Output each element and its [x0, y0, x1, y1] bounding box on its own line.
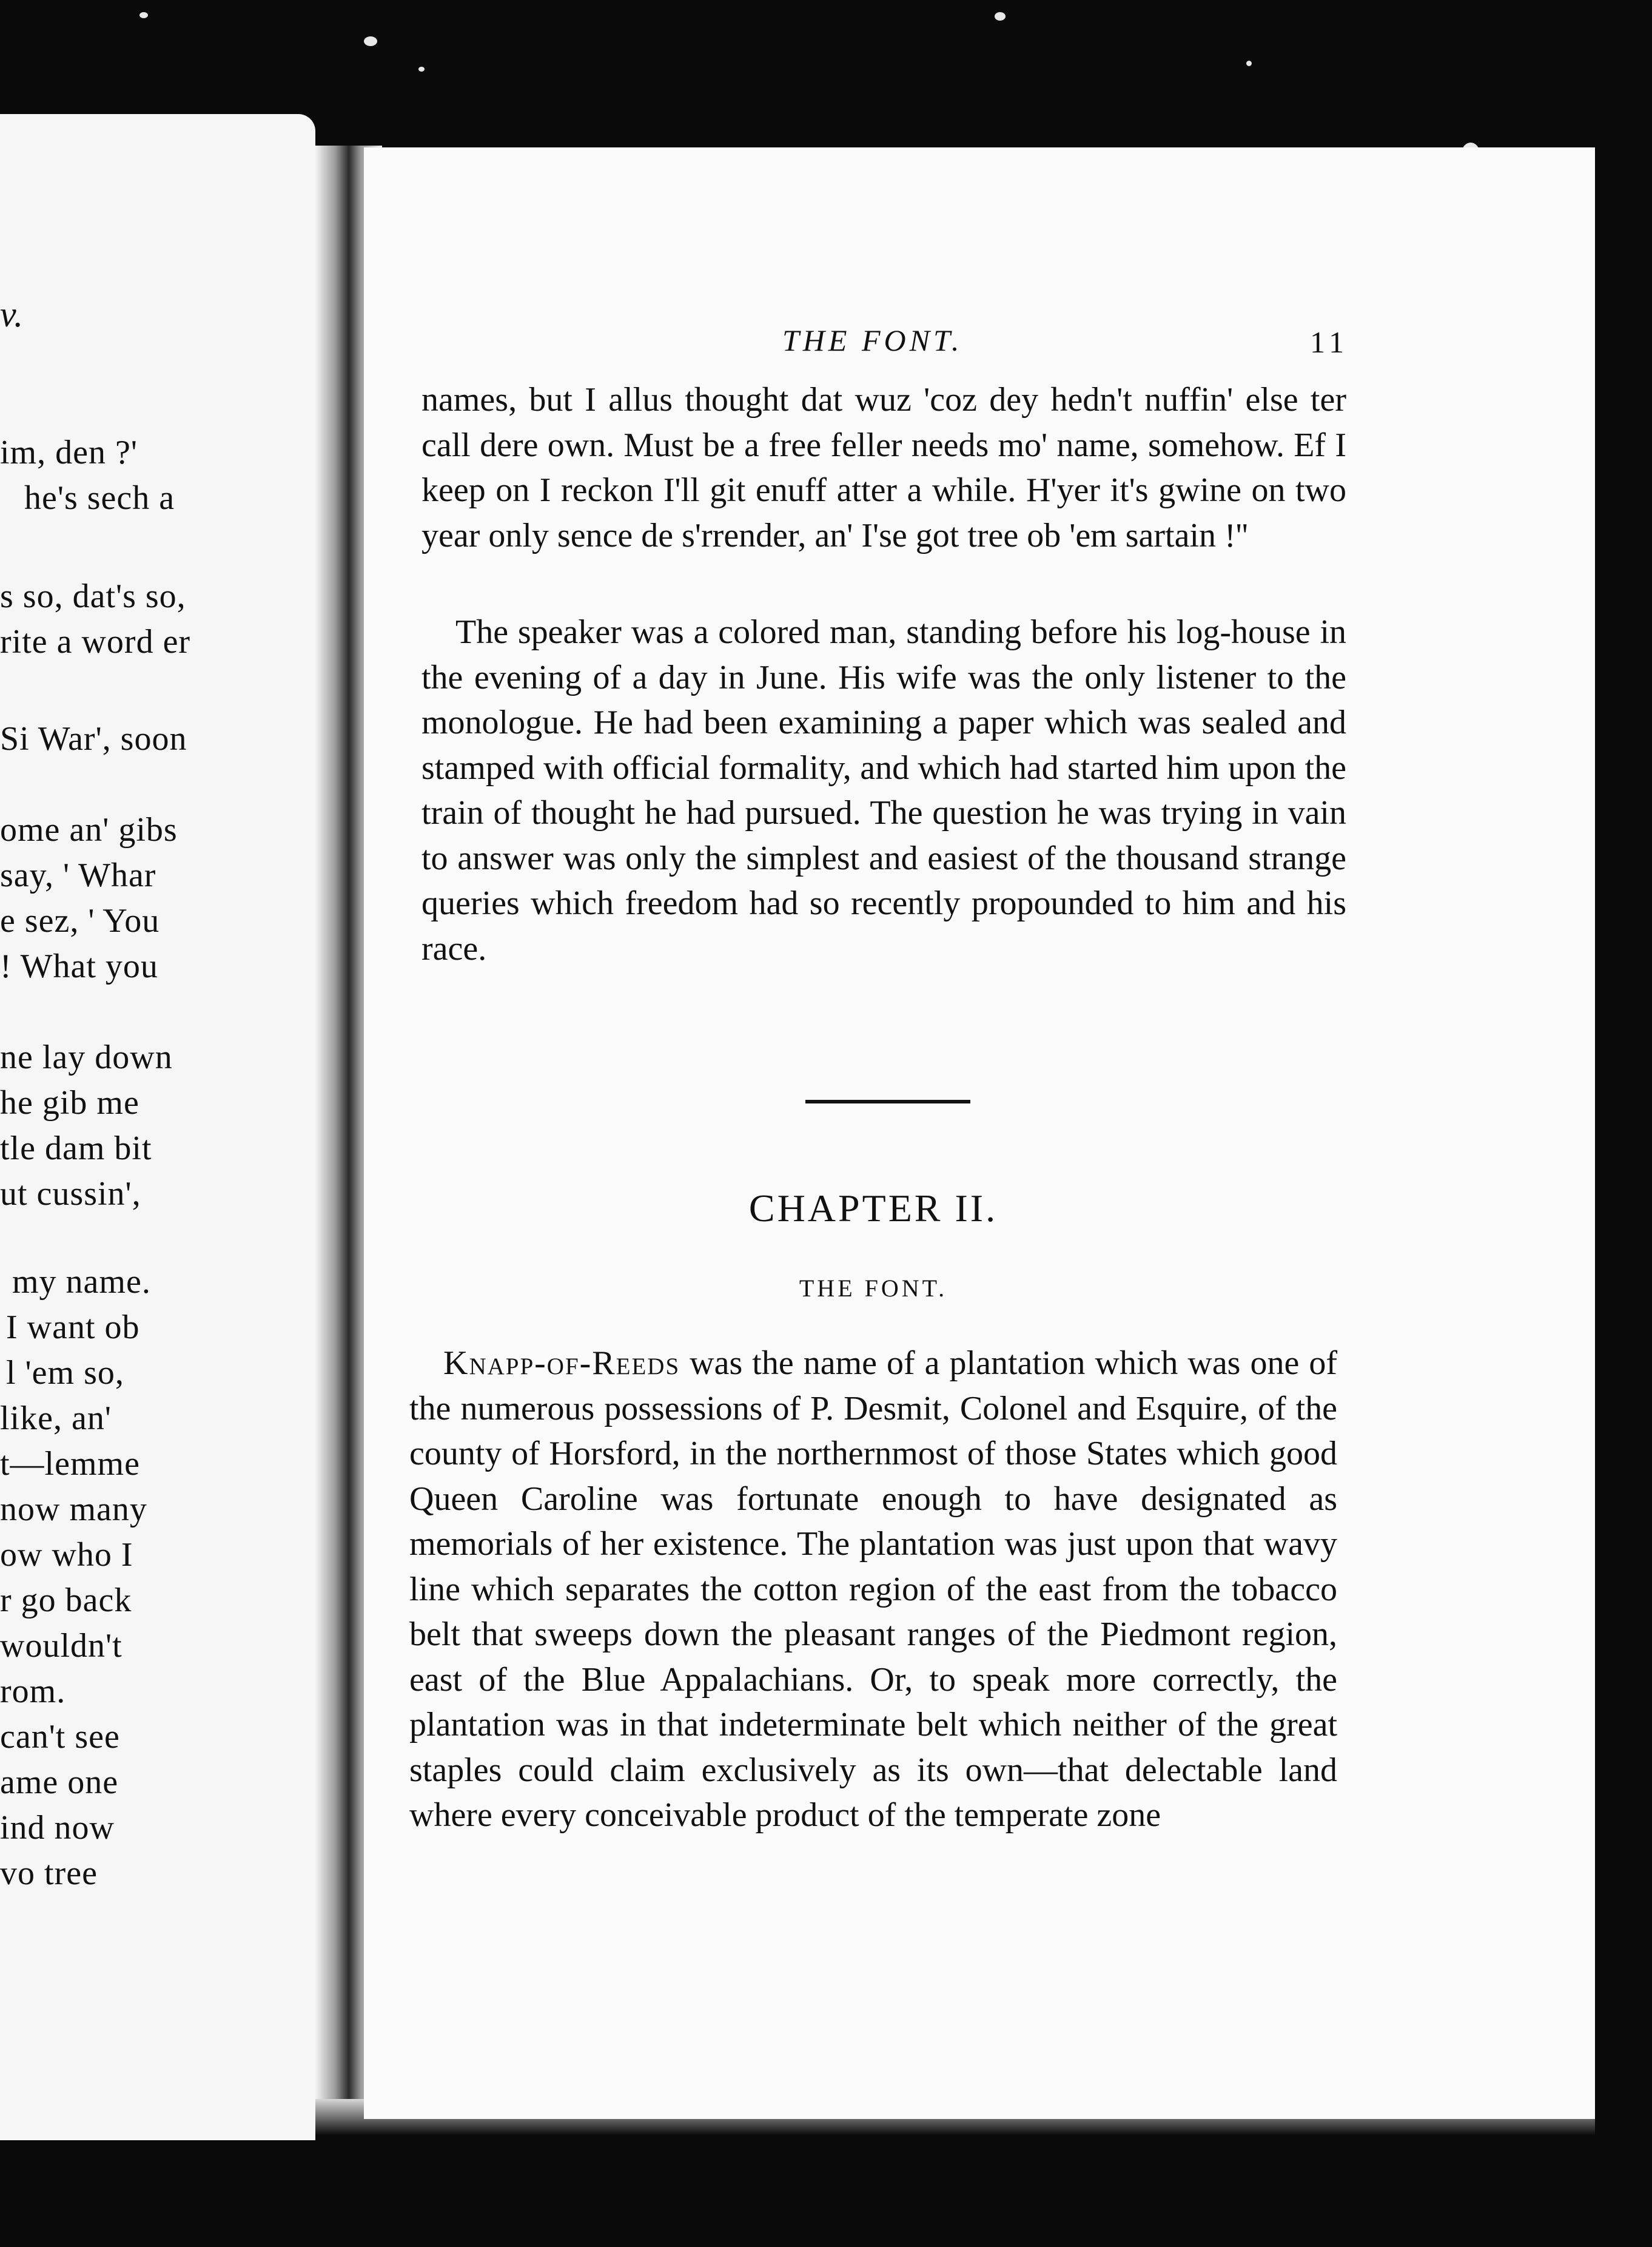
dust-speck — [418, 67, 425, 72]
left-page-line: e sez, ' You — [0, 902, 160, 940]
left-page-line: l 'em so, — [6, 1354, 124, 1392]
dust-speck — [1246, 61, 1252, 66]
left-page-line: im, den ?' — [0, 434, 138, 471]
left-page-line: vo tree — [0, 1855, 98, 1892]
left-page-line: ame one — [0, 1764, 119, 1801]
left-page-line: like, an' — [0, 1400, 112, 1437]
dust-speck — [995, 12, 1006, 21]
left-page-line: wouldn't — [0, 1627, 123, 1665]
paragraph-chapter-opening — [409, 1341, 1337, 1838]
left-page-line: rite a word er — [0, 623, 191, 661]
paragraph-dialogue-end: names, but I allus thought dat wuz 'coz dey hedn't nuffin' else ter call dere own. Must be a free feller needs mo' name, somehow. Ef I keep on I reckon I'll git enuff atter a while. H'yer it's gwine on two year only sence de s'rrender, an' I'se got tree ob 'em sartain !'' — [421, 381, 1346, 554]
left-page-line: my name. — [12, 1263, 151, 1301]
left-page-line: say, ' Whar — [0, 857, 156, 894]
left-page — [0, 114, 315, 2140]
left-page-line: ome an' gibs — [0, 811, 178, 849]
dust-speck — [139, 12, 148, 18]
left-page-line: he gib me — [0, 1084, 139, 1122]
left-page-line: I want ob — [6, 1309, 140, 1346]
chapter-opening-text: was the name of a plantation which was one of the numerous possessions of P. Desmit, Colonel and Esquire, of the county of Horsford, in the northernmost of those States which good Queen Caroline was fortunate enough to have designated as memorials of her existence. The plantation was just upon that wavy line which separates the cotton region of the east from the tobacco belt that sweeps down the pleasant ranges of the Piedmont region, east of the Blue Appalachians. Or, to speak more correctly, the plantation was in that indeterminate belt which neither of the great staples could claim exclusively as its own—that delectable land where every conceivable product of the temperate zone — [409, 1344, 1337, 1834]
left-page-line: ne lay down — [0, 1039, 173, 1076]
section-divider-rule — [805, 1100, 970, 1103]
left-page-line: ! What you — [0, 948, 158, 985]
left-page-header-fragment: v. — [0, 294, 24, 334]
left-page-line: ow who I — [0, 1536, 133, 1574]
left-page-line: ind now — [0, 1809, 115, 1847]
paragraph-speaker: The speaker was a colored man, standing before his log-house in the evening of a day in June. His wife was the only listener to the monologue. He had been examining a paper which was sealed and stamped with official formality, and which had started him upon the train of thought he had pursued. The question he was trying in vain to answer was only the simplest and easiest of the thousand strange queries which freedom had so recently propounded to him and his race. — [421, 613, 1346, 968]
left-page-line: s so, dat's so, — [0, 578, 186, 615]
left-page-line: now many — [0, 1491, 147, 1528]
left-page-line: can't see — [0, 1718, 120, 1756]
left-page-line: tle dam bit — [0, 1130, 152, 1167]
chapter-opening-smallcaps: Knapp-of-Reeds — [443, 1344, 680, 1382]
left-page-line: he's sech a — [24, 479, 175, 517]
dust-speck — [364, 36, 377, 46]
left-page-line: Si War', soon — [0, 720, 187, 758]
left-page-line: t—lemme — [0, 1445, 140, 1483]
left-page-line: ut cussin', — [0, 1175, 141, 1213]
left-page-line: rom. — [0, 1673, 66, 1710]
page-number: 11 — [1310, 325, 1349, 359]
running-head: THE FONT. — [782, 323, 963, 357]
chapter-subtitle: THE FONT. — [799, 1275, 948, 1302]
chapter-heading: CHAPTER II. — [748, 1187, 998, 1230]
left-page-line: r go back — [0, 1582, 132, 1619]
